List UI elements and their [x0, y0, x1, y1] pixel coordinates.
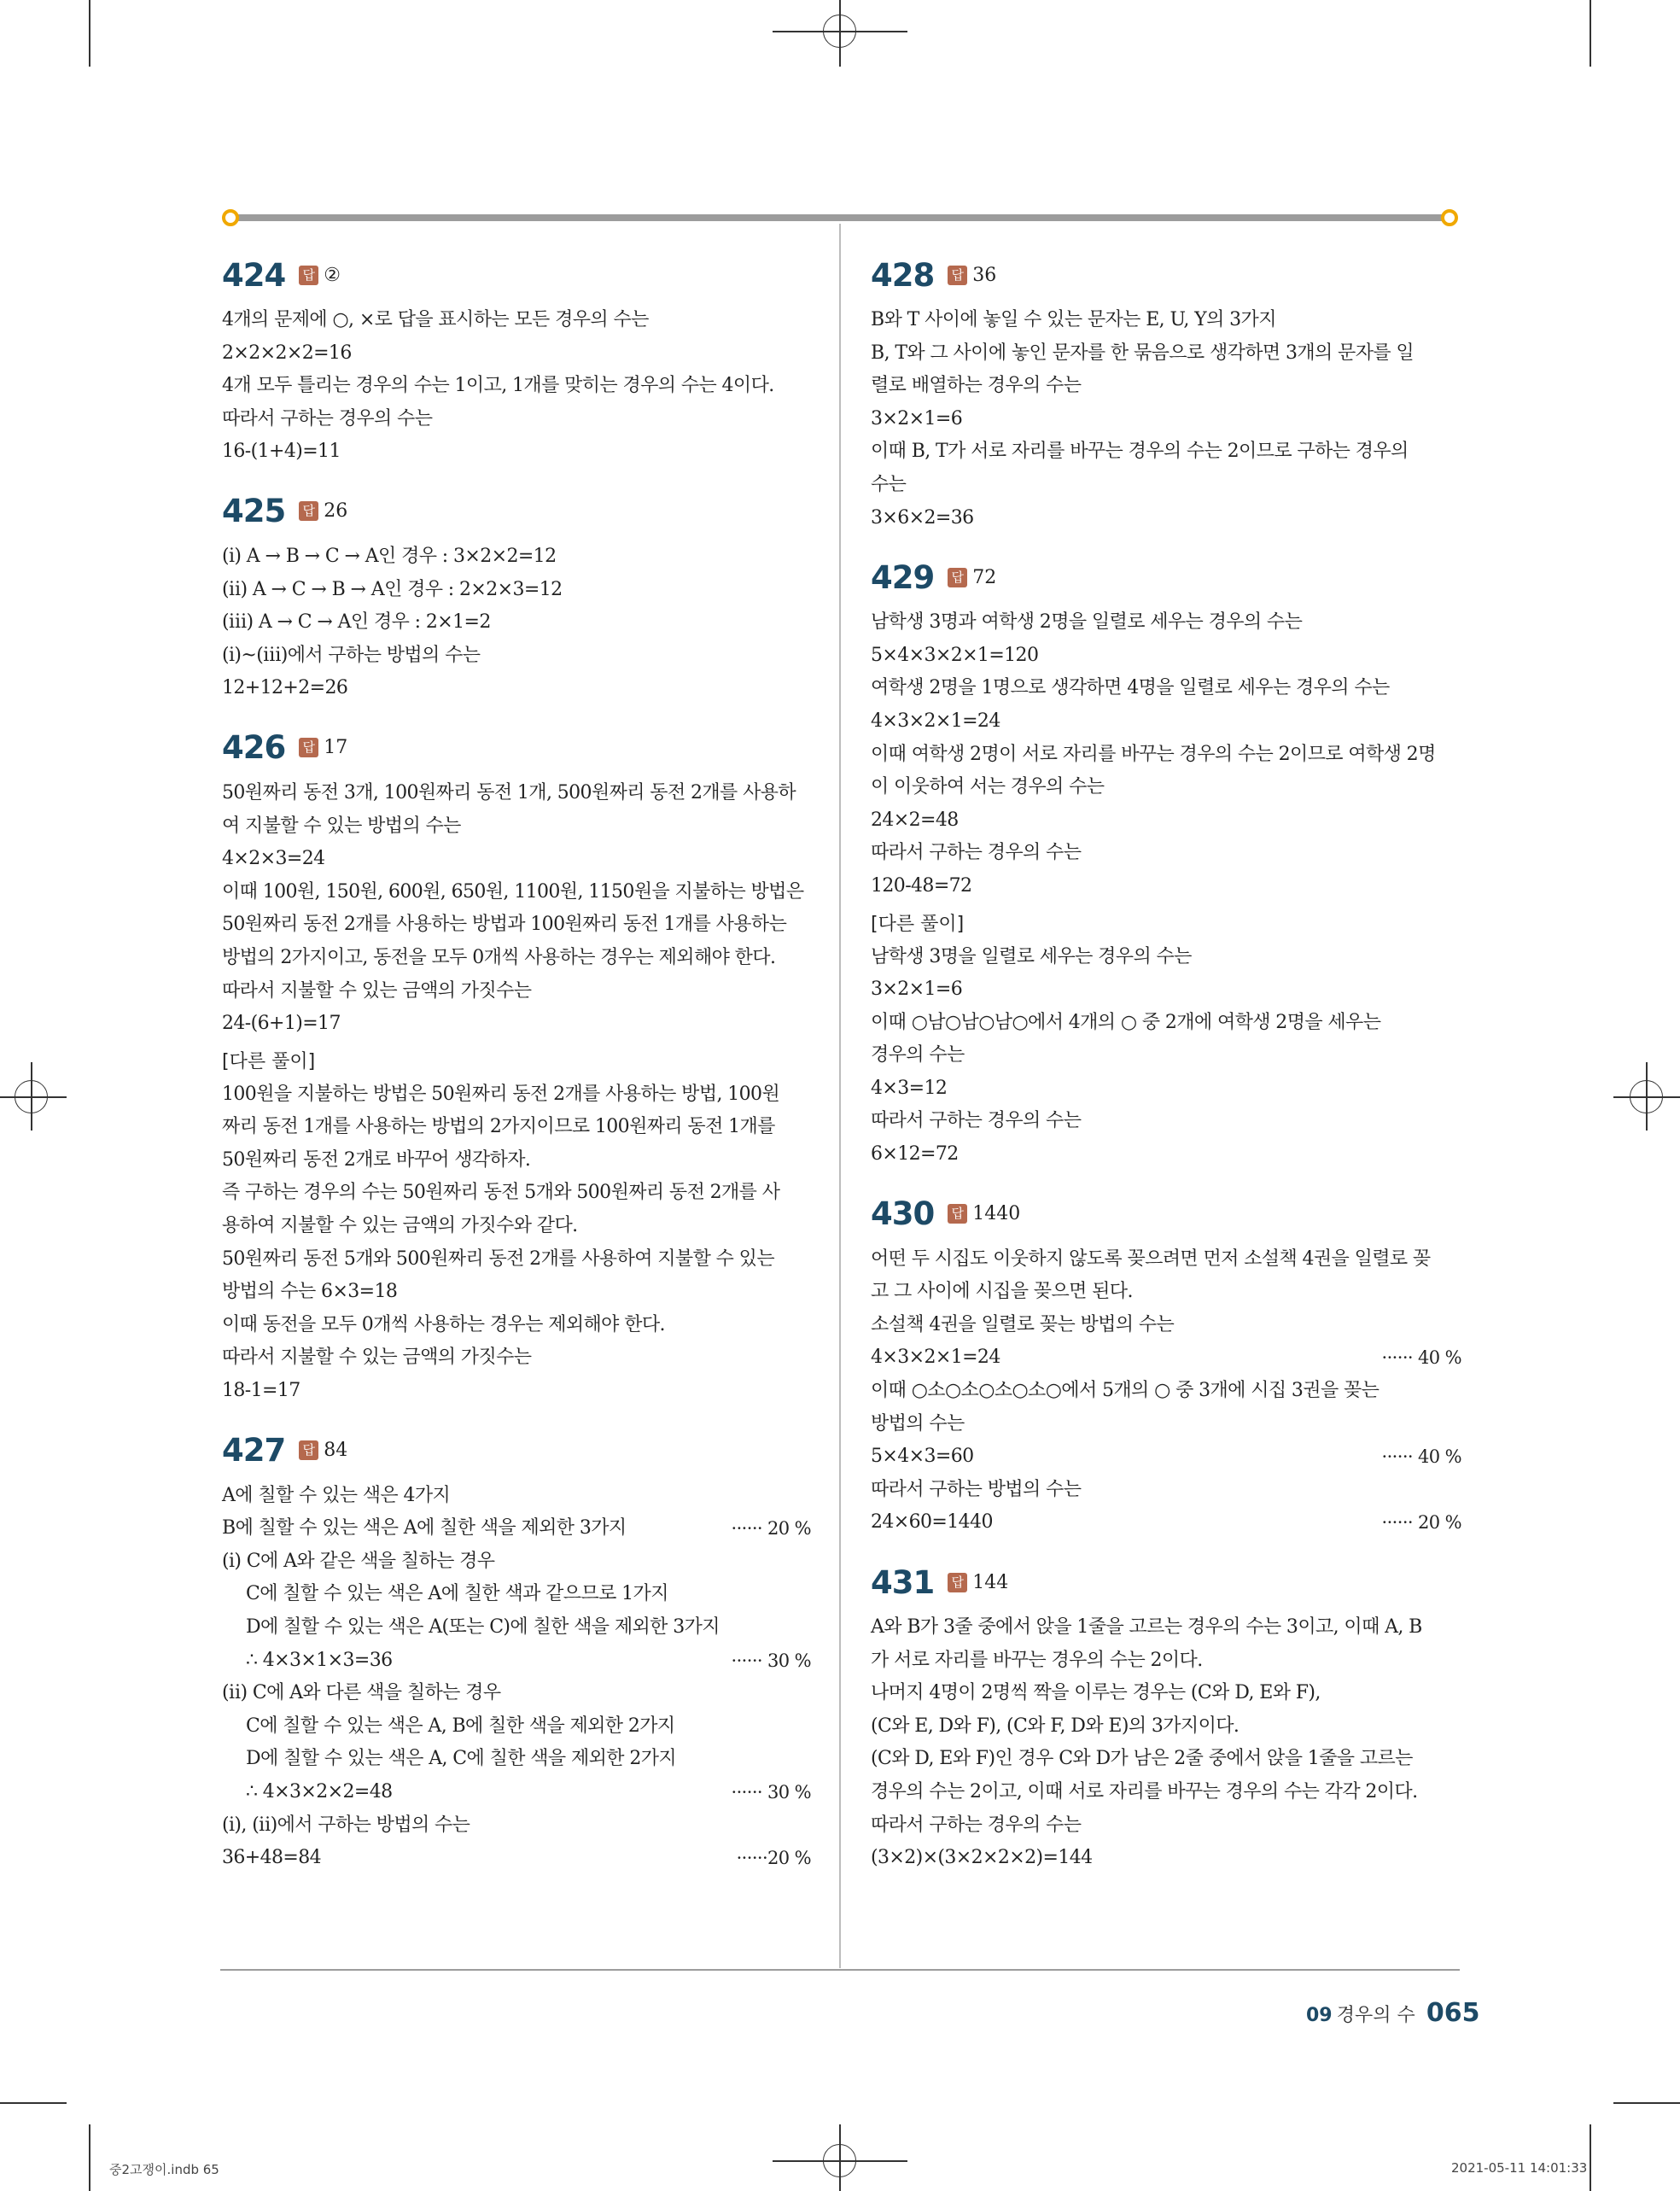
bottom-rule — [220, 1969, 1460, 1971]
right-column — [871, 253, 1461, 1875]
solution-line — [222, 606, 811, 640]
line-text: 3×2×1=6 — [871, 979, 963, 1001]
solution-line — [871, 640, 1461, 673]
problem-425 — [222, 489, 811, 705]
line-text: 경우의 수는 — [871, 1044, 965, 1066]
solution-line — [871, 1743, 1461, 1776]
answer-value: 1440 — [972, 1203, 1021, 1225]
solution-line — [222, 1677, 811, 1710]
solution-line — [222, 540, 811, 574]
answer-value: 84 — [324, 1440, 348, 1462]
problem-header — [222, 726, 811, 770]
solution-line — [222, 1809, 811, 1843]
solution-line — [871, 1138, 1461, 1171]
solution-line — [871, 1072, 1461, 1106]
line-text: ∴ 4×3×2×2=48 — [246, 1780, 393, 1802]
line-text: B, T와 그 사이에 놓인 문자를 한 묶음으로 생각하면 3개의 문자를 일 — [871, 342, 1415, 364]
line-text: 100원을 지불하는 방법은 50원짜리 동전 2개를 사용하는 방법, 100원 — [222, 1083, 780, 1105]
solution-line — [222, 909, 811, 942]
answer-badge: 답 — [948, 568, 967, 587]
print-slug-file: 중2고쟁이.indb 65 — [109, 2162, 219, 2177]
line-text: 2×2×2×2=16 — [222, 342, 352, 364]
solution-line — [222, 403, 811, 436]
problem-header — [222, 489, 811, 534]
line-text: 따라서 구하는 경우의 수는 — [871, 1814, 1082, 1836]
solution-line — [871, 1611, 1461, 1645]
line-text: 3×2×1=6 — [871, 407, 963, 429]
line-text: 짜리 동전 1개를 사용하는 방법의 2가지이므로 100원짜리 동전 1개를 — [222, 1116, 775, 1138]
solution-line — [871, 304, 1461, 337]
line-text: 4×3×2×1=24 — [871, 710, 1000, 732]
answer-badge: 답 — [299, 738, 318, 757]
score-weight: ······ 20 % — [1381, 1512, 1461, 1534]
line-text: 따라서 구하는 경우의 수는 — [222, 407, 433, 429]
problem-header — [871, 253, 1461, 297]
solution-line — [222, 370, 811, 403]
line-text: 고 그 사이에 시집을 꽂으면 된다. — [871, 1281, 1133, 1303]
problem-number: 426 — [222, 729, 286, 767]
left-column — [222, 253, 811, 1875]
solution-line — [871, 403, 1461, 436]
problem-number: 429 — [871, 558, 935, 596]
line-text: 방법의 2가지이고, 동전을 모두 0개씩 사용하는 경우는 제외해야 한다. — [222, 946, 776, 968]
solution-line — [222, 777, 811, 810]
solution-line — [222, 843, 811, 876]
solution-line — [222, 1008, 811, 1041]
solution-line — [871, 1440, 1461, 1474]
line-text: (ⅰ) A → B → C → A인 경우 : 3×2×2=12 — [222, 545, 557, 567]
line-text: 가 서로 자리를 바꾸는 경우의 수는 2이다. — [871, 1649, 1203, 1671]
solution-line — [871, 1243, 1461, 1277]
line-text: 18-1=17 — [222, 1380, 300, 1402]
answer-value: 17 — [324, 737, 348, 759]
line-text: 24-(6+1)=17 — [222, 1013, 341, 1035]
solution-line — [222, 1177, 811, 1210]
line-text: 12+12+2=26 — [222, 677, 348, 699]
line-text: 50원짜리 동전 3개, 100원짜리 동전 1개, 500원짜리 동전 2개를 사용하 — [222, 781, 796, 803]
line-text: 따라서 구하는 방법의 수는 — [871, 1478, 1082, 1500]
line-text: D에 칠할 수 있는 색은 A, C에 칠한 색을 제외한 2가지 — [246, 1748, 677, 1770]
solution-line — [871, 1276, 1461, 1309]
solution-line — [871, 1105, 1461, 1138]
solution-line — [871, 1039, 1461, 1072]
problem-header — [871, 1192, 1461, 1236]
solution-line — [871, 771, 1461, 804]
line-text: 이때 ○남○남○남○에서 4개의 ○ 중 2개에 여학생 2명을 세우는 — [871, 1011, 1381, 1033]
solution-line — [222, 672, 811, 705]
line-text: 이때 ○소○소○소○소○에서 5개의 ○ 중 3개에 시집 3권을 꽂는 — [871, 1380, 1380, 1402]
solution-line — [871, 870, 1461, 903]
line-text: 이때 100원, 150원, 600원, 650원, 1100원, 1150원을 지불하는 방법은 — [222, 880, 804, 903]
line-text: B에 칠할 수 있는 색은 A에 칠한 색을 제외한 3가지 — [222, 1517, 627, 1540]
solution-line — [871, 1506, 1461, 1540]
solution-line — [871, 1776, 1461, 1809]
problem-429 — [871, 555, 1461, 1171]
line-text: 3×6×2=36 — [871, 506, 974, 529]
problem-number: 430 — [871, 1195, 935, 1233]
problem-430 — [871, 1192, 1461, 1540]
solution-line — [871, 435, 1461, 469]
problem-number: 424 — [222, 256, 286, 294]
line-text: (ⅰ) C에 A와 같은 색을 칠하는 경우 — [222, 1550, 495, 1572]
solution-line — [871, 973, 1461, 1007]
line-text: ∴ 4×3×1×3=36 — [246, 1649, 393, 1671]
solution-line — [871, 370, 1461, 403]
solution-line — [871, 1474, 1461, 1507]
solution-line — [871, 337, 1461, 371]
line-text: 4×3=12 — [871, 1077, 948, 1099]
page-number: 065 — [1426, 1998, 1480, 2028]
line-text: 소설책 4권을 일렬로 꽂는 방법의 수는 — [871, 1313, 1175, 1335]
solution-line — [222, 640, 811, 673]
answer-badge: 답 — [299, 1440, 318, 1460]
line-text: 16-(1+4)=11 — [222, 441, 341, 463]
score-weight: ······ 20 % — [731, 1518, 811, 1540]
line-text: 어떤 두 시집도 이웃하지 않도록 꽂으려면 먼저 소설책 4권을 일렬로 꽂 — [871, 1247, 1431, 1270]
chapter-name: 경우의 수 — [1336, 2005, 1415, 2026]
line-text: A에 칠할 수 있는 색은 4가지 — [222, 1484, 451, 1506]
solution-line — [871, 1341, 1461, 1375]
line-text: C에 칠할 수 있는 색은 A에 칠한 색과 같으므로 1가지 — [246, 1583, 668, 1605]
solution-line — [871, 469, 1461, 502]
answer-badge: 답 — [948, 266, 967, 285]
solution-line — [222, 942, 811, 975]
solution-line — [222, 1578, 811, 1611]
solution-line — [222, 1842, 811, 1875]
line-text: 이때 동전을 모두 0개씩 사용하는 경우는 제외해야 한다. — [222, 1313, 665, 1335]
line-text: 4×3×2×1=24 — [871, 1347, 1000, 1369]
alternative-solution-label: [다른 풀이] — [871, 913, 965, 935]
solution-line — [871, 1375, 1461, 1408]
line-text: 5×4×3×2×1=120 — [871, 644, 1039, 666]
line-text: (3×2)×(3×2×2×2)=144 — [871, 1847, 1093, 1869]
crop-mark — [89, 2124, 90, 2191]
line-text: 6×12=72 — [871, 1143, 959, 1166]
answer-value: 144 — [972, 1571, 1009, 1593]
column-divider — [839, 224, 841, 1968]
answer-badge: 답 — [299, 266, 318, 285]
line-text: 50원짜리 동전 2개로 바꾸어 생각하자. — [222, 1148, 531, 1171]
line-text: 방법의 수는 6×3=18 — [222, 1281, 398, 1303]
solution-line — [222, 1645, 811, 1678]
answer-badge: 답 — [948, 1204, 967, 1224]
line-text: 120-48=72 — [871, 874, 972, 897]
solution-line — [871, 1645, 1461, 1678]
solution-line — [222, 337, 811, 371]
solution-line — [871, 502, 1461, 535]
line-text: 50원짜리 동전 2개를 사용하는 방법과 100원짜리 동전 1개를 사용하는 — [222, 914, 787, 936]
line-text: 즉 구하는 경우의 수는 50원짜리 동전 5개와 500원짜리 동전 2개를 사 — [222, 1182, 780, 1204]
line-text: 방법의 수는 — [871, 1412, 965, 1434]
line-text: 따라서 구하는 경우의 수는 — [871, 1110, 1082, 1132]
solution-line — [871, 1677, 1461, 1710]
solution-line — [222, 1078, 811, 1112]
solution-line — [222, 1611, 811, 1645]
solution-line — [871, 941, 1461, 974]
problem-number: 428 — [871, 256, 935, 294]
solution-line — [222, 1341, 811, 1375]
line-text: (ⅱ) C에 A와 다른 색을 칠하는 경우 — [222, 1682, 501, 1704]
solution-line — [871, 1710, 1461, 1744]
solution-line — [222, 1276, 811, 1309]
alternative-solution-label: [다른 풀이] — [222, 1050, 316, 1072]
line-text: 24×2=48 — [871, 809, 959, 831]
line-text: (ⅰ)~(ⅲ)에서 구하는 방법의 수는 — [222, 644, 481, 666]
solution-line — [871, 705, 1461, 739]
solution-line — [871, 804, 1461, 838]
solution-line — [222, 1512, 811, 1545]
line-text: 5×4×3=60 — [871, 1446, 974, 1468]
answer-value: 36 — [972, 264, 997, 286]
crop-mark — [89, 0, 90, 67]
line-text: (ⅰ), (ⅱ)에서 구하는 방법의 수는 — [222, 1814, 470, 1836]
page-footer — [1306, 1998, 1480, 2028]
answer-badge: 답 — [299, 501, 318, 521]
rule-end-dot-right — [1441, 209, 1458, 226]
solution-line — [871, 1809, 1461, 1843]
line-text: 남학생 3명과 여학생 2명을 일렬로 세우는 경우의 수는 — [871, 611, 1303, 634]
solution-line — [222, 876, 811, 909]
line-text: 이때 B, T가 서로 자리를 바꾸는 경우의 수는 2이므로 구하는 경우의 — [871, 441, 1409, 463]
solution-line — [871, 672, 1461, 705]
solution-line — [222, 1144, 811, 1177]
crop-mark — [0, 2102, 67, 2104]
line-text: 4×2×3=24 — [222, 848, 325, 870]
crop-mark — [1613, 2102, 1680, 2104]
solution-line — [871, 1408, 1461, 1441]
problem-header — [871, 1560, 1461, 1604]
chapter-number: 09 — [1306, 2005, 1333, 2026]
crop-mark — [1590, 0, 1591, 67]
line-text: 4개의 문제에 ○, ×로 답을 표시하는 모든 경우의 수는 — [222, 309, 649, 330]
score-weight: ······ 40 % — [1381, 1446, 1461, 1468]
line-text: C에 칠할 수 있는 색은 A, B에 칠한 색을 제외한 2가지 — [246, 1715, 675, 1737]
line-text: 따라서 지불할 수 있는 금액의 가짓수는 — [222, 979, 532, 1002]
solution-line — [871, 837, 1461, 870]
line-text: 여학생 2명을 1명으로 생각하면 4명을 일렬로 세우는 경우의 수는 — [871, 677, 1390, 699]
score-weight: ······ 40 % — [1381, 1347, 1461, 1369]
solution-line — [871, 606, 1461, 640]
solution-line — [222, 1210, 811, 1243]
solution-line — [222, 1710, 811, 1744]
solution-line — [222, 1743, 811, 1776]
problem-427 — [222, 1429, 811, 1875]
line-text: D에 칠할 수 있는 색은 A(또는 C)에 칠한 색을 제외한 3가지 — [246, 1616, 720, 1638]
problem-number: 427 — [222, 1432, 286, 1469]
problem-number: 431 — [871, 1563, 935, 1601]
solution-line — [871, 1309, 1461, 1342]
line-text: 36+48=84 — [222, 1847, 322, 1869]
line-text: (ⅱ) A → C → B → A인 경우 : 2×2×3=12 — [222, 578, 563, 600]
solution-line — [222, 1111, 811, 1144]
line-text: 50원짜리 동전 5개와 500원짜리 동전 2개를 사용하여 지불할 수 있는 — [222, 1247, 774, 1270]
solution-line — [871, 739, 1461, 772]
solution-line — [871, 1842, 1461, 1875]
problem-header — [222, 1429, 811, 1473]
line-text: 따라서 지불할 수 있는 금액의 가짓수는 — [222, 1347, 532, 1369]
line-text: 4개 모두 틀리는 경우의 수는 1이고, 1개를 맞히는 경우의 수는 4이다. — [222, 375, 774, 397]
answer-value: ② — [324, 264, 341, 286]
line-text: 나머지 4명이 2명씩 짝을 이루는 경우는 (C와 D, E와 F), — [871, 1682, 1321, 1704]
answer-value: 26 — [324, 500, 348, 523]
line-text: 24×60=1440 — [871, 1511, 993, 1534]
problem-number: 425 — [222, 493, 286, 530]
problem-424 — [222, 253, 811, 469]
score-weight: ······20 % — [736, 1848, 811, 1869]
crop-mark — [1590, 2124, 1591, 2191]
line-text: 수는 — [871, 473, 907, 495]
print-slug-timestamp: 2021-05-11 14:01:33 — [1451, 2160, 1588, 2176]
line-text: (C와 E, D와 F), (C와 F, D와 E)의 3가지이다. — [871, 1715, 1240, 1737]
line-text: A와 B가 3줄 중에서 앉을 1줄을 고르는 경우의 수는 3이고, 이때 A, B — [871, 1616, 1422, 1638]
line-text: B와 T 사이에 놓일 수 있는 문자는 E, U, Y의 3가지 — [871, 309, 1276, 330]
solution-line — [222, 1375, 811, 1408]
line-text: 용하여 지불할 수 있는 금액의 가짓수와 같다. — [222, 1215, 578, 1237]
line-text: 남학생 3명을 일렬로 세우는 경우의 수는 — [871, 945, 1192, 967]
score-weight: ······ 30 % — [731, 1781, 811, 1802]
solution-line — [222, 1309, 811, 1342]
line-text: (ⅲ) A → C → A인 경우 : 2×1=2 — [222, 611, 491, 634]
problem-428 — [871, 253, 1461, 535]
solution-line — [222, 304, 811, 337]
line-text: 렬로 배열하는 경우의 수는 — [871, 375, 1082, 397]
solution-line — [222, 810, 811, 844]
solution-line — [222, 1243, 811, 1277]
score-weight: ······ 30 % — [731, 1650, 811, 1671]
solution-line — [222, 1776, 811, 1809]
line-text: 여 지불할 수 있는 방법의 수는 — [222, 815, 461, 837]
solution-line — [222, 574, 811, 607]
answer-value: 72 — [972, 566, 997, 588]
line-text: 경우의 수는 2이고, 이때 서로 자리를 바꾸는 경우의 수는 각각 2이다. — [871, 1780, 1418, 1802]
top-rule — [230, 214, 1450, 221]
problem-426 — [222, 726, 811, 1408]
problem-header — [222, 253, 811, 297]
solution-line — [222, 435, 811, 469]
solution-line — [871, 1007, 1461, 1040]
problem-header — [871, 555, 1461, 599]
line-text: 따라서 구하는 경우의 수는 — [871, 842, 1082, 864]
problem-431 — [871, 1560, 1461, 1875]
line-text: (C와 D, E와 F)인 경우 C와 D가 남은 2줄 중에서 앉을 1줄을 고르는 — [871, 1748, 1413, 1770]
solution-line — [222, 975, 811, 1008]
solution-line — [222, 1480, 811, 1513]
solution-line — [222, 1545, 811, 1579]
rule-end-dot-left — [222, 209, 239, 226]
line-text: 이때 여학생 2명이 서로 자리를 바꾸는 경우의 수는 2이므로 여학생 2명 — [871, 743, 1436, 765]
answer-badge: 답 — [948, 1573, 967, 1592]
line-text: 이 이웃하여 서는 경우의 수는 — [871, 776, 1105, 798]
